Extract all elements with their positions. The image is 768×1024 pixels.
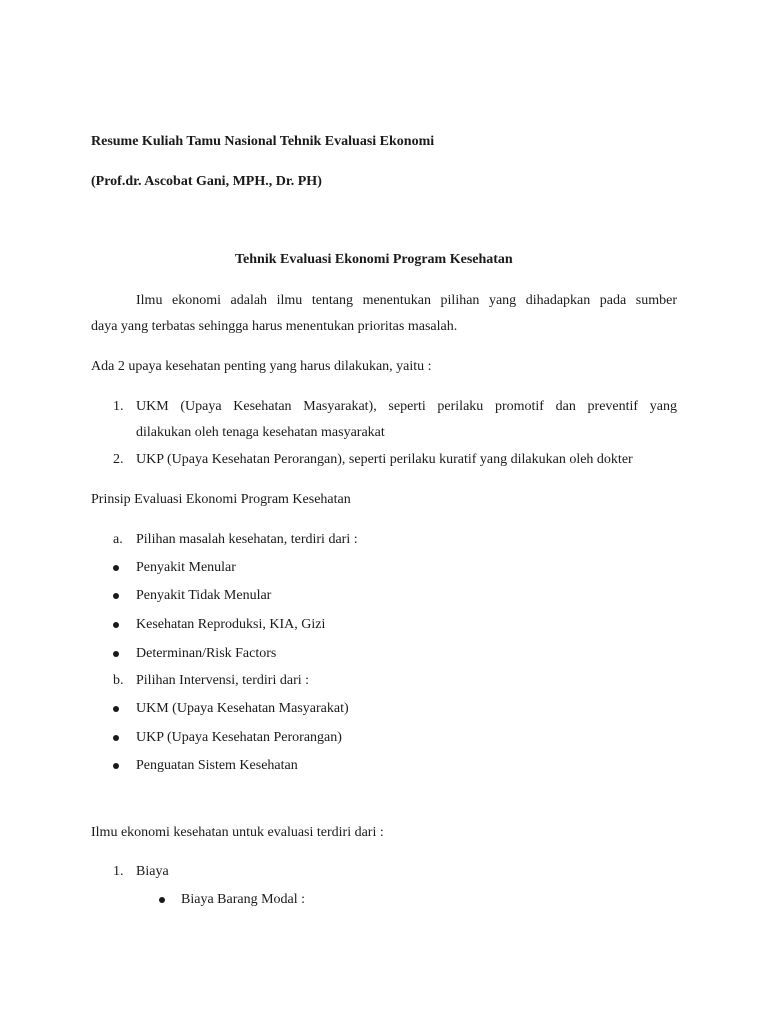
list-marker: b.	[113, 673, 124, 688]
list-marker: 1.	[113, 864, 124, 879]
bullet-icon	[113, 593, 119, 599]
biaya-item: Biaya	[136, 864, 169, 879]
bullet-icon	[113, 706, 119, 712]
list-item: UKP (Upaya Kesehatan Perorangan)	[136, 730, 342, 745]
prinsip-heading: Prinsip Evaluasi Ekonomi Program Kesehatan	[91, 492, 351, 507]
prinsip-a-text: Pilihan masalah kesehatan, terdiri dari :	[136, 532, 358, 547]
upaya-item-ukm-line2: dilakukan oleh tenaga kesehatan masyarakat	[136, 425, 385, 440]
bullet-icon	[113, 651, 119, 657]
intro-paragraph-line2: daya yang terbatas sehingga harus menentukan prioritas masalah.	[91, 319, 458, 334]
bullet-icon	[113, 763, 119, 769]
bullet-icon	[113, 622, 119, 628]
bullet-icon	[113, 565, 119, 571]
list-marker: a.	[113, 532, 123, 547]
list-marker: 2.	[113, 452, 124, 467]
list-item: UKM (Upaya Kesehatan Masyarakat)	[136, 701, 349, 716]
intro-paragraph-line1: Ilmu ekonomi adalah ilmu tentang menentukan pilihan yang dihadapkan pada sumber	[136, 293, 677, 308]
list-item: Kesehatan Reproduksi, KIA, Gizi	[136, 617, 326, 632]
upaya-heading: Ada 2 upaya kesehatan penting yang harus dilakukan, yaitu :	[91, 359, 432, 374]
bullet-icon	[159, 897, 165, 903]
upaya-item-ukp: UKP (Upaya Kesehatan Perorangan), seperti perilaku kuratif yang dilakukan oleh dokter	[136, 452, 633, 467]
document-speaker: (Prof.dr. Ascobat Gani, MPH., Dr. PH)	[91, 174, 322, 189]
list-marker: 1.	[113, 399, 124, 414]
section-subtitle: Tehnik Evaluasi Ekonomi Program Kesehatan	[235, 252, 513, 267]
document-title: Resume Kuliah Tamu Nasional Tehnik Evaluasi Ekonomi	[91, 134, 435, 149]
list-item: Penyakit Tidak Menular	[136, 588, 272, 603]
list-item: Determinan/Risk Factors	[136, 646, 277, 661]
bullet-icon	[113, 735, 119, 741]
upaya-item-ukm-line1: UKM (Upaya Kesehatan Masyarakat), seperti perilaku promotif dan preventif yang	[136, 399, 677, 414]
ilmu-heading: Ilmu ekonomi kesehatan untuk evaluasi terdiri dari :	[91, 825, 384, 840]
biaya-sub-item: Biaya Barang Modal :	[181, 892, 306, 907]
prinsip-b-text: Pilihan Intervensi, terdiri dari :	[136, 673, 310, 688]
list-item: Penyakit Menular	[136, 560, 236, 575]
list-item: Penguatan Sistem Kesehatan	[136, 758, 298, 773]
